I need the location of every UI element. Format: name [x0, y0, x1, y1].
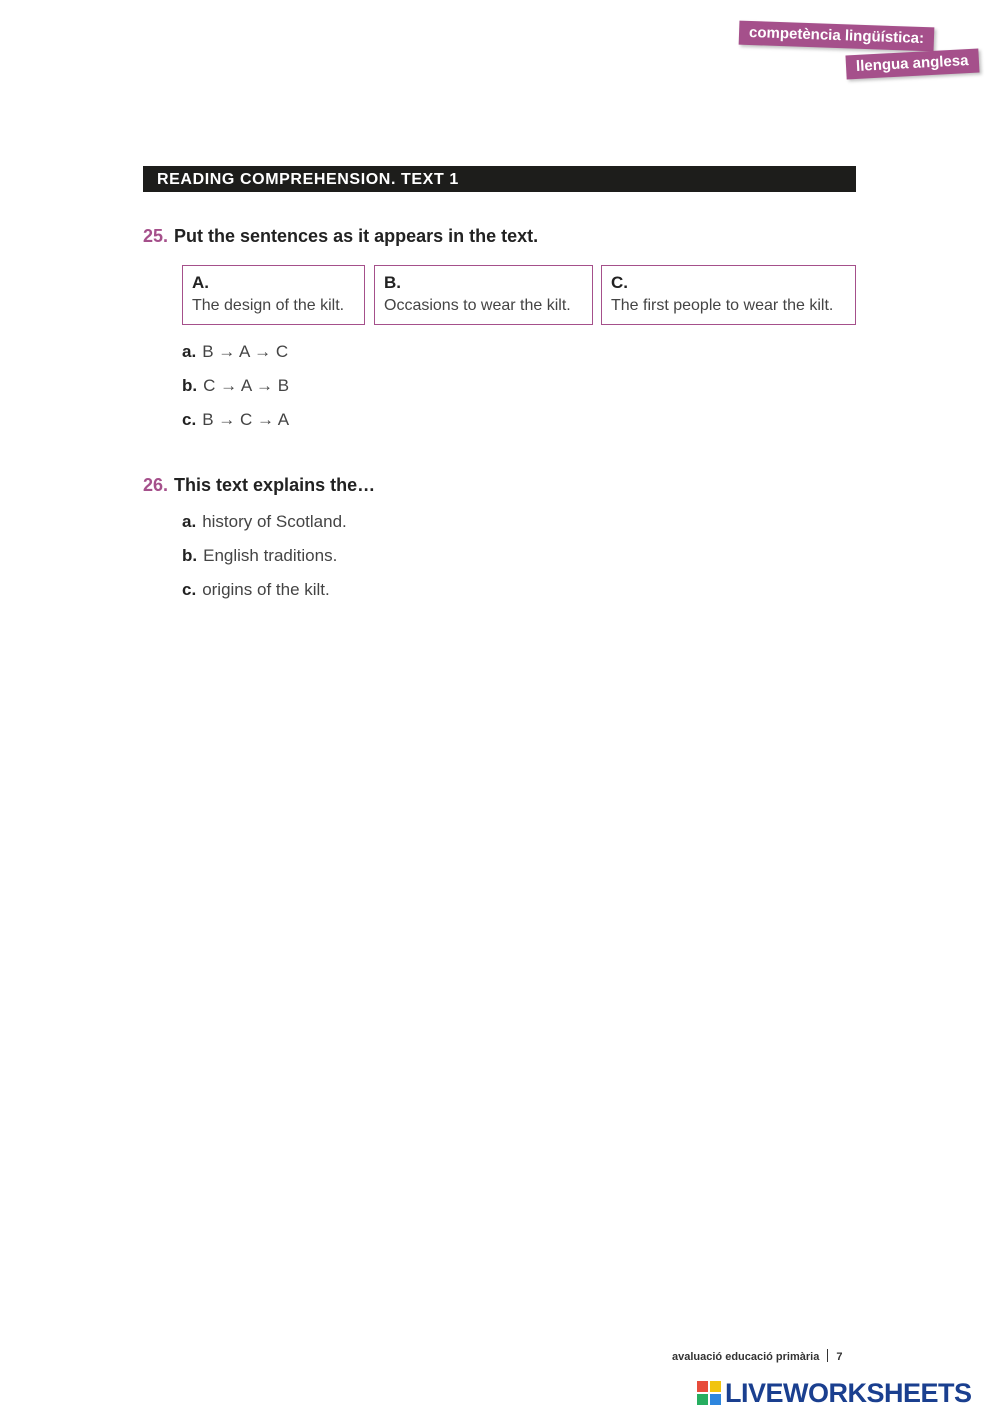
subject-tag-line2: llengua anglesa [845, 49, 979, 80]
sentence-box-b [374, 265, 593, 325]
box-text: The first people to wear the kilt. [611, 297, 834, 314]
option-text: B → A → C [202, 342, 289, 361]
q26-option-b[interactable] [182, 546, 337, 566]
option-letter: b. [182, 376, 198, 395]
option-letter: b. [182, 546, 198, 565]
option-text: C → A → B [203, 376, 290, 395]
sentence-box-a [182, 265, 365, 325]
liveworksheets-icon [697, 1381, 721, 1405]
question-25 [143, 226, 538, 247]
footer-label: avaluació educació primària [672, 1351, 820, 1363]
sentence-box-c [601, 265, 856, 325]
box-letter: C. [611, 273, 628, 292]
logo-text: LIVEWORKSHEETS [725, 1377, 972, 1408]
option-text: history of Scotland. [202, 512, 347, 531]
option-letter: c. [182, 410, 197, 429]
logo-square-red [697, 1381, 708, 1392]
question-number: 25. [143, 226, 169, 246]
question-number: 26. [143, 475, 169, 495]
footer-divider [827, 1349, 828, 1362]
q25-option-b[interactable] [182, 376, 289, 396]
option-text: B → C → A [202, 410, 290, 429]
logo-square-blue [710, 1394, 721, 1405]
question-26 [143, 475, 375, 496]
box-text: The design of the kilt. [192, 297, 345, 314]
liveworksheets-logo [697, 1378, 997, 1408]
section-title-bar: READING COMPREHENSION. TEXT 1 [143, 166, 856, 192]
option-letter: a. [182, 512, 197, 531]
option-text: origins of the kilt. [202, 580, 330, 599]
page-footer [672, 1349, 842, 1363]
subject-tag-line1: competència lingüística: [739, 21, 935, 52]
box-letter: A. [192, 273, 209, 292]
option-letter: a. [182, 342, 197, 361]
page-number: 7 [836, 1351, 843, 1363]
q25-option-a[interactable] [182, 342, 288, 362]
question-text: Put the sentences as it appears in the text. [174, 226, 539, 246]
q26-option-a[interactable] [182, 512, 347, 532]
option-letter: c. [182, 580, 197, 599]
question-text: This text explains the… [174, 475, 376, 495]
logo-square-yellow [710, 1381, 721, 1392]
q26-option-c[interactable] [182, 580, 330, 600]
box-text: Occasions to wear the kilt. [384, 297, 571, 314]
box-letter: B. [384, 273, 401, 292]
q25-option-c[interactable] [182, 410, 289, 430]
option-text: English traditions. [203, 546, 338, 565]
logo-square-green [697, 1394, 708, 1405]
